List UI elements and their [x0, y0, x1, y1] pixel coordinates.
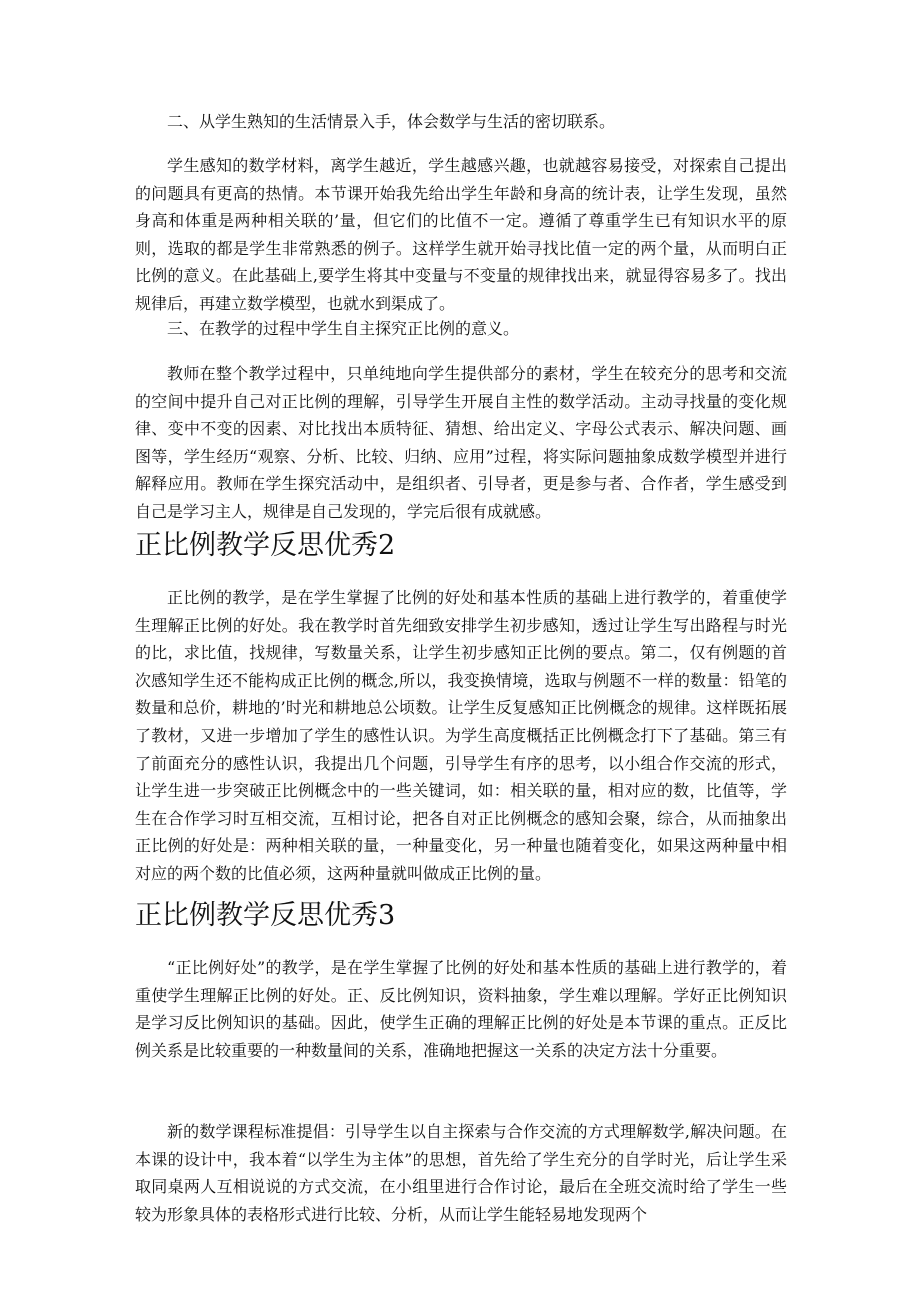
- section-two-body: 学生感知的数学材料，离学生越近，学生越感兴趣，也就越容易接受，对探索自己提出的问题具有更高的热情。本节课开始我先给出学生年龄和身高的统计表，让学生发现，虽然身高和体重是两种相关联的’量，但它们的比值不一定。遵循了尊重学生已有知识水平的原则，选取的都是学生非常熟悉的例子。这样学生就开始寻找比值一定的两个量，从而明白正比例的意义。在此基础上,要学生将其中变量与不变量的规律找出来，就显得容易多了。找出规律后，再建立数学模型，也就水到渠成了。: [135, 156, 787, 313]
- section-three-body: 教师在整个教学过程中，只单纯地向学生提供部分的素材，学生在较充分的思考和交流的空间中提升自己对正比例的理解，引导学生开展自主性的数学活动。主动寻找量的变化规律、变中不变的因素、对比找出本质特征、猜想、给出定义、字母公式表示、解决问题、画图等，学生经历“观察、分析、比较、归纳、应用”过程，将实际问题抽象成数学模型并进行解释应用。教师在学生探究活动中，是组织者、引导者，更是参与者、合作者，学生感受到自己是学习主人，规律是自己发现的，学完后很有成就感。: [135, 364, 787, 521]
- article-2-body: 正比例的教学，是在学生掌握了比例的好处和基本性质的基础上进行教学的，着重使学生理解正比例的好处。我在教学时首先细致安排学生初步感知，透过让学生写出路程与时光的比，求比值，找规律，写数量关系，让学生初步感知正比例的要点。第二，仅有例题的首次感知学生还不能构成正比例的概念,所以，我变换情境，选取与例题不一样的数量：铅笔的数量和总价，耕地的’时光和耕地总公顷数。让学生反复感知正比例概念的规律。这样既拓展了教材，又进一步增加了学生的感性认识。为学生高度概括正比例概念打下了基础。第三有了前面充分的感性认识，我提出几个问题，引导学生有序的思考，以小组合作交流的形式，让学生进一步突破正比例概念中的一些关键词，如：相关联的量，相对应的数，比值等，学生在合作学习时互相交流，互相讨论，把各自对正比例概念的感知会聚，综合，从而抽象出正比例的好处是：两种相关联的量，一种量变化，另一种量也随着变化，如果这两种量中相对应的两个数的比值必须，这两种量就叫做成正比例的量。: [135, 588, 787, 883]
- section-three-title: 三、在教学的过程中学生自主探究正比例的意义。: [167, 319, 520, 338]
- article-3-heading: 正比例教学反思优秀3: [135, 900, 396, 931]
- article-3-body-2: 新的数学课程标准提倡：引导学生以自主探索与合作交流的方式理解数学,解决问题。在本课的设计中，我本着“以学生为主体”的思想，首先给了学生充分的自学时光，后让学生采取同桌两人互相说说的方式交流，在小组里进行合作讨论，最后在全班交流时给了学生一些较为形象具体的表格形式进行比较、分析，从而让学生能轻易地发现两个: [135, 1122, 787, 1224]
- section-two-title: 二、从学生熟知的生活情景入手，体会数学与生活的密切联系。: [167, 112, 616, 131]
- article-2-heading: 正比例教学反思优秀2: [135, 530, 396, 561]
- article-3-body: “正比例好处”的教学，是在学生掌握了比例的好处和基本性质的基础上进行教学的，着重使学生理解正比例的好处。正、反比例知识，资料抽象，学生难以理解。学好正比例知识是学习反比例知识的基础。因此，使学生正确的理解正比例的好处是本节课的重点。正反比例关系是比较重要的一种数量间的关系，准确地把握这一关系的决定方法十分重要。: [135, 958, 787, 1060]
